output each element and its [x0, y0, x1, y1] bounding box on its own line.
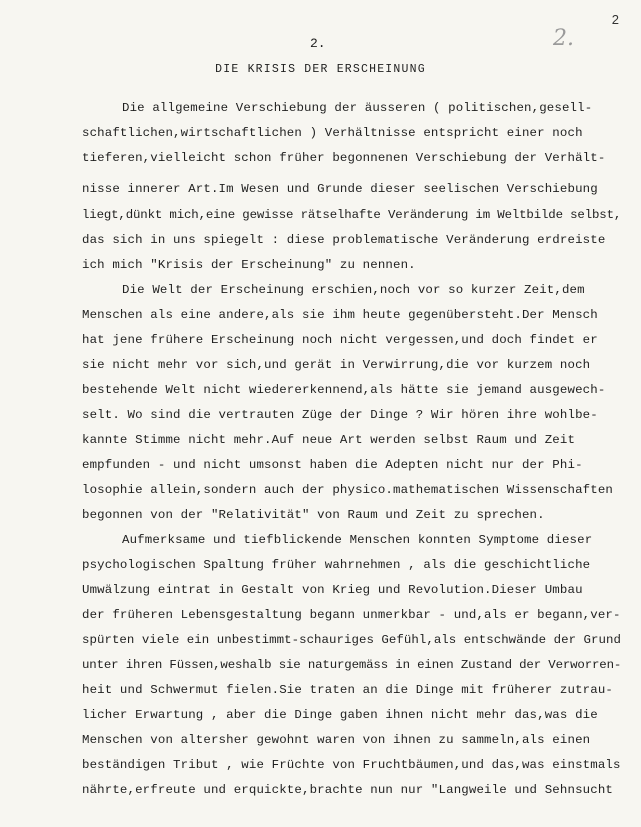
- text-line: psychologischen Spaltung früher wahrnehmen , als die geschichtliche: [82, 558, 591, 572]
- text-line: bestehende Welt nicht wiedererkennend,als hätte sie jemand ausgewech-: [82, 383, 606, 397]
- text-line: das sich in uns spiegelt : diese problematische Veränderung erdreiste: [82, 233, 606, 247]
- text-line: Aufmerksame und tiefblickende Menschen konnten Symptome dieser: [122, 533, 593, 547]
- text-line: nährte,erfreute und erquickte,brachte nun nur "Langweile und Sehnsucht: [82, 783, 613, 797]
- text-line: losophie allein,sondern auch der physico.mathematischen Wissenschaften: [82, 483, 613, 497]
- text-line: schaftlichen,wirtschaftlichen ) Verhältnisse entspricht einer noch: [82, 126, 583, 140]
- text-line: hat jene frühere Erscheinung noch nicht vergessen,und doch findet er: [82, 333, 598, 347]
- text-line: Menschen als eine andere,als sie ihm heute gegenübersteht.Der Mensch: [82, 308, 598, 322]
- text-line: der früheren Lebensgestaltung begann unmerkbar - und,als er begann,ver-: [82, 608, 621, 622]
- text-line: begonnen von der "Relativität" von Raum und Zeit zu sprechen.: [82, 508, 545, 522]
- text-line: liegt,dünkt mich,eine gewisse rätselhafte Veränderung im Weltbilde selbst,: [82, 208, 622, 222]
- text-line: ich mich "Krisis der Erscheinung" zu nennen.: [82, 258, 416, 272]
- text-line: spürten viele ein unbestimmt-schauriges Gefühl,als entschwände der Grund: [82, 633, 621, 647]
- text-line: selt. Wo sind die vertrauten Züge der Dinge ? Wir hören ihre wohlbe-: [82, 408, 598, 422]
- pencil-page-number: 2.: [553, 26, 574, 51]
- text-line: empfunden - und nicht umsonst haben die Adepten nicht nur der Phi-: [82, 458, 583, 472]
- text-line: licher Erwartung , aber die Dinge gaben ihnen nicht mehr das,was die: [82, 708, 598, 722]
- section-number: 2.: [310, 36, 326, 51]
- text-line: Umwälzung eintrat in Gestalt von Krieg und Revolution.Dieser Umbau: [82, 583, 583, 597]
- text-line: Die Welt der Erscheinung erschien,noch vor so kurzer Zeit,dem: [122, 283, 585, 297]
- page-number-corner: 2: [611, 12, 619, 27]
- text-line: kannte Stimme nicht mehr.Auf neue Art werden selbst Raum und Zeit: [82, 433, 576, 447]
- text-line: unter ihren Füssen,weshalb sie naturgemäss in einen Zustand der Verworren-: [82, 658, 622, 672]
- text-line: Menschen von altersher gewohnt waren von ihnen zu sammeln,als einen: [82, 733, 591, 747]
- text-line: Die allgemeine Verschiebung der äusseren ( politischen,gesell-: [122, 101, 593, 115]
- text-line: sie nicht mehr vor sich,und gerät in Verwirrung,die vor kurzem noch: [82, 358, 591, 372]
- text-line: nisse innerer Art.Im Wesen und Grunde dieser seelischen Verschiebung: [82, 182, 598, 196]
- text-line: tieferen,vielleicht schon früher begonnenen Verschiebung der Verhält-: [82, 151, 606, 165]
- text-line: beständigen Tribut , wie Früchte von Fruchtbäumen,und das,was einstmals: [82, 758, 621, 772]
- page-title: DIE KRISIS DER ERSCHEINUNG: [215, 63, 426, 76]
- text-line: heit und Schwermut fielen.Sie traten an die Dinge mit früherer zutrau-: [82, 683, 613, 697]
